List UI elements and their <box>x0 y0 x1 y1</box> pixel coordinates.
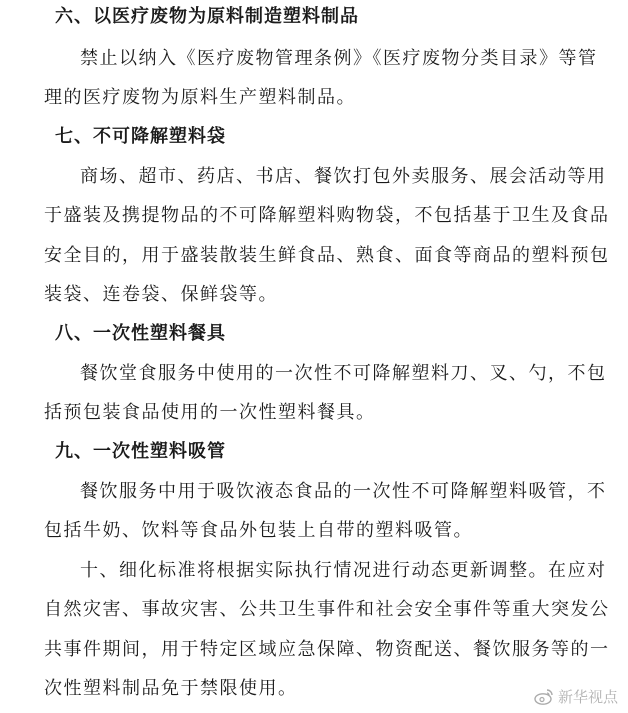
section-9-heading: 九、一次性塑料吸管 <box>55 441 226 462</box>
section-10-line-3: 共事件期间，用于特定区域应急保障、物资配送、餐饮服务等的一 <box>44 639 610 660</box>
section-6-line-1: 禁止以纳入《医疗废物管理条例》《医疗废物分类目录》等管 <box>80 48 598 69</box>
section-10-line-2: 自然灾害、事故灾害、公共卫生事件和社会安全事件等重大突发公 <box>44 599 610 620</box>
section-8-line-1: 餐饮堂食服务中使用的一次性不可降解塑料刀、叉、勺，不包 <box>80 363 607 384</box>
section-6-line-2: 理的医疗废物为原料生产塑料制品。 <box>44 87 356 108</box>
section-6-heading: 六、以医疗废物为原料制造塑料制品 <box>55 6 359 27</box>
section-9-line-1: 餐饮服务中用于吸饮液态食品的一次性不可降解塑料吸管，不 <box>80 481 607 502</box>
section-7-line-1: 商场、超市、药店、书店、餐饮打包外卖服务、展会活动等用 <box>80 166 607 187</box>
weibo-icon <box>534 688 554 705</box>
section-7-line-2: 于盛装及携提物品的不可降解塑料购物袋，不包括基于卫生及食品 <box>44 205 610 226</box>
section-9-line-2: 包括牛奶、饮料等食品外包装上自带的塑料吸管。 <box>44 520 473 541</box>
section-8-heading: 八、一次性塑料餐具 <box>55 323 226 344</box>
section-10-line-1: 十、细化标准将根据实际执行情况进行动态更新调整。在应对 <box>80 560 607 581</box>
section-10-line-4: 次性塑料制品免于禁限使用。 <box>44 678 298 699</box>
section-7-line-3: 安全目的，用于盛装散装生鲜食品、熟食、面食等商品的塑料预包 <box>44 245 610 266</box>
watermark <box>534 686 618 707</box>
section-8-line-2: 括预包装食品使用的一次性塑料餐具。 <box>44 402 376 423</box>
section-7-line-4: 装袋、连卷袋、保鲜袋等。 <box>44 284 278 305</box>
watermark-text: 新华视点 <box>557 688 618 706</box>
section-7-heading: 七、不可降解塑料袋 <box>55 126 226 147</box>
